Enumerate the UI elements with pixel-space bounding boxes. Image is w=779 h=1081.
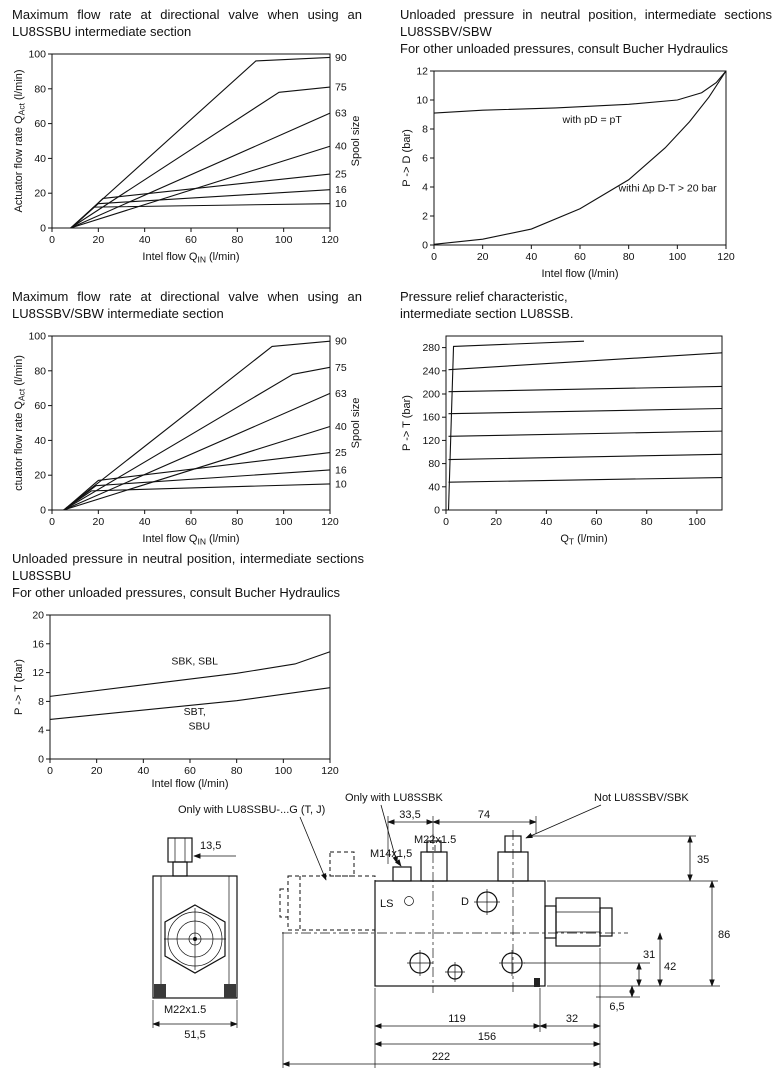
dim-33-5-label: 33,5: [399, 809, 421, 821]
x-tick-label: 20: [92, 516, 105, 529]
small-port: [534, 978, 540, 987]
dim-51-5-label: 51,5: [184, 1029, 206, 1041]
chart-canvas: [400, 63, 744, 281]
m14-port: [393, 867, 411, 881]
y-tick-label: 60: [34, 118, 46, 131]
section-title: Unloaded pressure in neutral position, intermediate sections LU8SSBU: [12, 551, 364, 584]
y-tick-label: 0: [38, 753, 44, 766]
drawing-tspan: Intel flow (l/min): [151, 778, 229, 791]
drawing-tspan: Intel flow Q: [142, 251, 198, 264]
x-tick-label: 60: [574, 251, 586, 264]
y-axis-label: [401, 130, 413, 188]
series-end-label: 25: [335, 447, 347, 460]
y-tick-label: 80: [34, 83, 46, 96]
drawing-tspan: IN: [197, 254, 206, 265]
x-axis-label: [142, 251, 239, 264]
x-tick-label: 0: [431, 251, 437, 264]
port-d-label: D: [461, 896, 469, 908]
drawing-tspan: (l/min): [13, 69, 25, 104]
section-title: Maximum flow rate at directional valve when using an LU8SSBU intermediate section: [12, 7, 362, 40]
chart-canvas: [12, 328, 364, 546]
thread-shade-left: [154, 984, 166, 998]
x-tick-label: 0: [49, 516, 55, 529]
x-tick-label: 20: [490, 516, 503, 529]
section-max-flow-lu8ssbv-sbw: [12, 288, 362, 546]
series-end-label: 16: [335, 184, 347, 197]
x-tick-label: 100: [274, 765, 293, 778]
annotation: SBU: [188, 720, 211, 733]
dim-13-5-label: 13,5: [200, 840, 222, 852]
y-tick-label: 4: [38, 725, 44, 738]
solenoid-connector: [280, 889, 288, 917]
y-tick-label: 8: [422, 123, 428, 136]
annotation: with pD = pT: [562, 114, 622, 127]
drawing-tspan: Act: [16, 103, 27, 116]
x-tick-label: 100: [668, 251, 687, 264]
y-tick-label: 6: [422, 152, 428, 165]
dim-35-label: 35: [697, 854, 710, 866]
y-tick-label: 2: [422, 210, 428, 223]
x-tick-label: 40: [540, 516, 553, 529]
drawing-tspan: Intel flow (l/min): [541, 268, 619, 281]
y-tick-label: 16: [32, 638, 44, 651]
series-end-label: 75: [335, 362, 347, 375]
x-tick-label: 120: [321, 516, 339, 529]
drawing-tspan: Q: [560, 533, 569, 546]
y-tick-label: 80: [428, 458, 440, 471]
series-end-label: 10: [335, 198, 347, 211]
x-tick-label: 0: [443, 516, 449, 529]
drawing-tspan: Intel flow Q: [142, 533, 198, 546]
dim-31-label: 31: [643, 949, 656, 961]
drawing-tspan: (l/min): [574, 533, 608, 546]
plot-border: [52, 54, 330, 228]
series-end-label: 75: [335, 81, 347, 94]
valve-stem: [173, 862, 187, 876]
callout-not-sbv-leader: [526, 805, 601, 838]
x-tick-label: 60: [184, 765, 196, 778]
y-tick-label: 200: [422, 388, 440, 401]
y-tick-label: 20: [32, 609, 44, 622]
x-tick-label: 100: [274, 234, 293, 247]
y-tick-label: 0: [434, 504, 440, 517]
x-tick-label: 40: [138, 234, 151, 247]
chart-canvas: [12, 607, 356, 791]
dim-222-label: 222: [431, 1051, 451, 1063]
plot-border: [434, 71, 726, 245]
x-tick-label: 80: [640, 516, 653, 529]
series-end-label: 90: [335, 52, 347, 65]
dim-74-label: 74: [477, 809, 491, 821]
y-tick-label: 10: [416, 94, 428, 107]
plug-tip: [600, 908, 612, 936]
drawing-tspan: P -> T (bar): [13, 659, 25, 716]
y-tick-label: 120: [422, 435, 440, 448]
x-tick-label: 0: [47, 765, 53, 778]
y-tick-label: 12: [32, 667, 44, 680]
y-tick-label: 12: [416, 65, 428, 78]
ls-port-circle: [405, 897, 414, 906]
series-end-label: 40: [335, 421, 347, 434]
series-setting-120: [449, 431, 722, 436]
thread-m22-label: M22x1.5: [414, 834, 457, 846]
callout-solenoid-leader: [300, 817, 326, 880]
drawing-tspan: P -> D (bar): [401, 129, 413, 188]
series-dp-d-t-gt-20bar: [434, 71, 726, 244]
section-subtitle: For other unloaded pressures, consult Bucher Hydraulics: [12, 585, 341, 601]
right-axis-label: Spool size: [350, 397, 362, 449]
y-tick-label: 0: [422, 239, 428, 252]
series-end-label: 90: [335, 336, 347, 349]
y-tick-label: 8: [38, 696, 44, 709]
section-title: Maximum flow rate at directional valve when using an LU8SSBV/SBW intermediate section: [12, 289, 362, 322]
series-setting-160: [449, 409, 722, 414]
y-tick-label: 160: [422, 412, 440, 425]
series-setting-80: [449, 455, 722, 460]
drawing-tspan: Act: [16, 389, 27, 402]
x-tick-label: 20: [90, 765, 103, 778]
y-axis-label: [13, 70, 27, 213]
dim-6-5-label: 6,5: [609, 1001, 625, 1013]
y-tick-label: 0: [40, 504, 46, 517]
block-view: [280, 830, 628, 993]
chart-max-flow-lu8ssbv-sbw: [12, 328, 362, 546]
y-tick-label: 280: [422, 342, 440, 355]
series-setting-280: [449, 342, 584, 511]
x-tick-label: 80: [231, 516, 244, 529]
series-spool-63: [71, 113, 330, 228]
x-tick-label: 0: [49, 234, 55, 247]
section-title: Pressure relief characteristic,: [400, 289, 568, 304]
x-tick-label: 60: [590, 516, 603, 529]
section-unloaded-pressure-sbu: [12, 550, 364, 791]
x-tick-label: 40: [525, 251, 538, 264]
chart-unloaded-pressure-sbu: [12, 607, 364, 791]
chart-canvas: [12, 46, 364, 264]
section-title: Unloaded pressure in neutral position, intermediate sections LU8SSBV/SBW: [400, 7, 772, 40]
left-valve-view: [153, 838, 237, 1041]
section-unloaded-pressure-sbv-sbw: [400, 6, 772, 281]
annotation: SBK, SBL: [171, 656, 219, 669]
drawing-tspan: Actuator flow rate Q: [13, 115, 25, 213]
series-spool-25: [66, 453, 330, 509]
drawing-tspan: (l/min): [13, 355, 25, 390]
section-subtitle: For other unloaded pressures, consult Bucher Hydraulics: [400, 41, 729, 57]
y-axis-label: [13, 355, 27, 491]
dim-32-label: 32: [565, 1013, 579, 1025]
y-tick-label: 0: [40, 222, 46, 235]
annotation: SBT,: [183, 706, 206, 719]
x-tick-label: 40: [138, 516, 151, 529]
x-tick-label: 120: [717, 251, 735, 264]
chart-canvas: [400, 328, 736, 546]
manual-override-outline: [330, 852, 354, 876]
solenoid-outline: [288, 876, 375, 930]
y-tick-label: 100: [28, 48, 46, 61]
annotation: withi ∆p D-T > 20 bar: [618, 182, 717, 195]
y-tick-label: 20: [34, 188, 46, 201]
right-axis-label: Spool size: [350, 115, 362, 167]
x-tick-label: 100: [688, 516, 706, 529]
series-end-label: 16: [335, 464, 347, 477]
y-tick-label: 40: [34, 435, 46, 448]
y-axis-label: [13, 659, 25, 715]
drawing-tspan: P -> T (bar): [401, 395, 413, 452]
series-setting-40: [449, 478, 722, 483]
drawing-tspan: T: [568, 536, 575, 547]
port-ls-label: LS: [380, 898, 394, 910]
x-tick-label: 60: [185, 516, 197, 529]
plot-border: [50, 615, 330, 759]
valve-top-nub: [168, 838, 192, 862]
thread-m14-label: M14x1,5: [370, 848, 413, 860]
series-spool-25: [75, 174, 330, 224]
dim-119-label: 119: [448, 1013, 466, 1025]
y-tick-label: 100: [28, 330, 46, 343]
thread-shade-right: [224, 984, 236, 998]
callout-solenoid-label: Only with LU8SSBU-...G (T, J): [178, 804, 326, 816]
x-tick-label: 120: [321, 765, 339, 778]
series-setting-240: [449, 353, 722, 370]
dimensions: [283, 809, 730, 1068]
x-tick-label: 40: [137, 765, 150, 778]
drawing-tspan: (l/min): [205, 251, 240, 264]
chart-unloaded-pressure-sbv-sbw: [400, 63, 772, 281]
dim-156-label: 156: [477, 1031, 497, 1043]
drawing-tspan: IN: [197, 536, 206, 547]
callout-not-sbv-label: Not LU8SSBV/SBK: [594, 792, 689, 804]
y-tick-label: 80: [34, 365, 46, 378]
m22-cartridge: [421, 852, 447, 881]
series-spool-40: [71, 147, 330, 229]
technical-drawing: [0, 786, 779, 1081]
dim-42-label: 42: [664, 961, 677, 973]
series-spool-16: [66, 470, 330, 508]
x-axis-label: [541, 268, 618, 280]
drawing-tspan: ctuator flow rate Q: [13, 401, 25, 492]
plot-border: [446, 336, 722, 510]
x-tick-label: 80: [622, 251, 635, 264]
x-tick-label: 20: [476, 251, 489, 264]
x-tick-label: 80: [230, 765, 243, 778]
series-spool-63: [64, 394, 330, 511]
series-end-label: 63: [335, 107, 347, 120]
y-tick-label: 60: [34, 400, 46, 413]
series-end-label: 25: [335, 168, 347, 181]
y-tick-label: 40: [34, 153, 46, 166]
series-end-label: 63: [335, 388, 347, 401]
dim-86-label: 86: [718, 929, 731, 941]
y-tick-label: 40: [428, 481, 440, 494]
section-pressure-relief: [400, 288, 772, 546]
y-tick-label: 4: [422, 181, 428, 194]
x-tick-label: 100: [274, 516, 293, 529]
x-tick-label: 20: [92, 234, 105, 247]
y-axis-label: [401, 395, 413, 451]
x-tick-label: 60: [185, 234, 197, 247]
drawing-tspan: (l/min): [205, 533, 240, 546]
x-axis-label: [560, 533, 607, 546]
series-spool-10: [66, 484, 330, 508]
series-with-pd-eq-pt: [434, 71, 726, 113]
section-max-flow-lu8ssbu: [12, 6, 362, 264]
series-end-label: 40: [335, 141, 347, 154]
series-setting-200: [449, 387, 722, 392]
plug-hex: [556, 898, 600, 946]
callout-lu8ssbk-label: Only with LU8SSBK: [345, 792, 443, 804]
x-axis-label: [142, 533, 239, 546]
series-end-label: 10: [335, 478, 347, 491]
chart-max-flow-lu8ssbu: [12, 46, 362, 264]
x-tick-label: 120: [321, 234, 339, 247]
chart-pressure-relief: [400, 328, 772, 546]
section-subtitle: intermediate section LU8SSB.: [400, 306, 574, 322]
y-tick-label: 240: [422, 365, 440, 378]
y-tick-label: 20: [34, 470, 46, 483]
thread-m22-left-label: M22x1.5: [164, 1004, 207, 1016]
x-tick-label: 80: [231, 234, 244, 247]
